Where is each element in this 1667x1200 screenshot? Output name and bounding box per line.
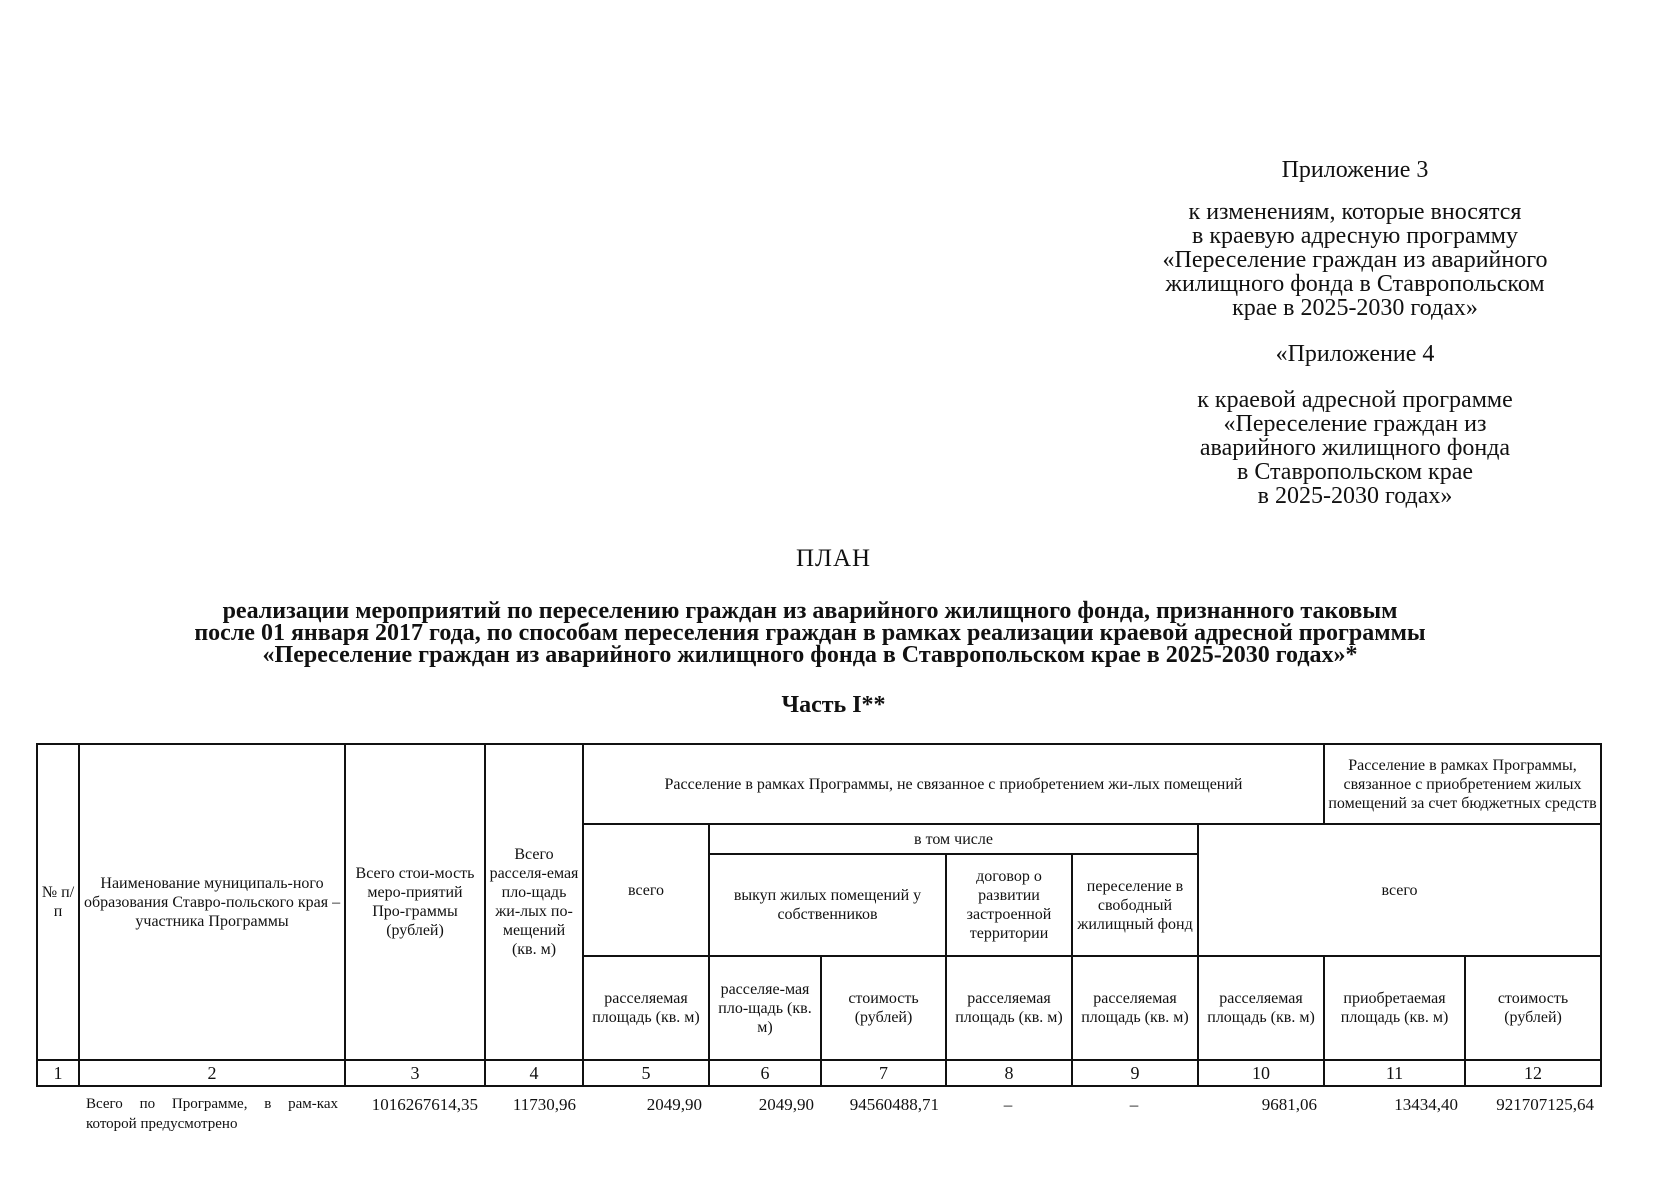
row-num (36, 1092, 78, 1136)
column-number: 9 (1072, 1060, 1198, 1086)
appendix-text-line: «Переселение граждан из аварийного (1162, 247, 1548, 273)
column-number: 2 (79, 1060, 345, 1086)
header-num: № п/п (37, 744, 79, 1060)
plan-subtitle-line: реализации мероприятий по переселению граждан из аварийного жилищного фонда, признанного таковым (222, 598, 1398, 624)
row-c11: 13434,40 (1394, 1095, 1458, 1114)
header-group-purchase: Расселение в рамках Программы, связанное с приобретением жилых помещений за счет бюджетных средств (1324, 744, 1601, 824)
header-c9: расселяемая площадь (кв. м) (1072, 956, 1198, 1060)
row-total-area: 11730,96 (512, 1095, 576, 1114)
header-free-fund: переселение в свободный жилищный фонд (1072, 854, 1198, 956)
header-c11: приобретаемая площадь (кв. м) (1324, 956, 1465, 1060)
header-c8: расселяемая площадь (кв. м) (946, 956, 1072, 1060)
row-name: Всего по Программе, в рам-ках которой предусмотрено (86, 1096, 338, 1132)
column-number: 5 (583, 1060, 709, 1086)
row-c7: 94560488,71 (849, 1095, 939, 1114)
appendix-text-line: к изменениям, которые вносятся (1188, 199, 1522, 225)
header-group-no-purchase: Расселение в рамках Программы, не связанное с приобретением жи-лых помещений (583, 744, 1324, 824)
header-total-area: Всего расселя-емая пло-щадь жи-лых по-мещений (кв. м) (485, 744, 583, 1060)
header-municipality: Наименование муниципаль-ного образования Ставро-польского края – участника Программы (79, 744, 345, 1060)
header-c7: стоимость (рублей) (821, 956, 946, 1060)
column-number: 6 (709, 1060, 821, 1086)
appendix-sub-text-line: в 2025-2030 годах» (1257, 483, 1453, 509)
column-number: 12 (1465, 1060, 1601, 1086)
row-c10: 9681,06 (1261, 1095, 1317, 1114)
header-development: договор о развитии застроенной территории (946, 854, 1072, 956)
column-number: 7 (821, 1060, 946, 1086)
header-c12: стоимость (рублей) (1465, 956, 1601, 1060)
header-buyout: выкуп жилых помещений у собственников (709, 854, 946, 956)
header-total-purchase: всего (1198, 824, 1601, 956)
column-number: 3 (345, 1060, 485, 1086)
column-number: 11 (1324, 1060, 1465, 1086)
plan-table-header (36, 743, 1602, 1087)
header-total: всего (583, 824, 709, 956)
column-number: 4 (485, 1060, 583, 1086)
plan-table-body (36, 1092, 1600, 1136)
appendix-text-line: жилищного фонда в Ставропольском (1165, 271, 1545, 297)
header-total-cost: Всего стои-мость меро-приятий Про-граммы (рублей) (345, 744, 485, 1060)
header-c5: расселяемая площадь (кв. м) (583, 956, 709, 1060)
plan-subtitle-line: «Переселение граждан из аварийного жилищного фонда в Ставропольском крае в 2025-2030 годах»* (262, 642, 1358, 668)
appendix-text-line: крае в 2025-2030 годах» (1232, 295, 1478, 321)
header-c10: расселяемая площадь (кв. м) (1198, 956, 1324, 1060)
column-number: 1 (37, 1060, 79, 1086)
header-c6: расселяе-мая пло-щадь (кв. м) (709, 956, 821, 1060)
row-c6: 2049,90 (758, 1095, 814, 1114)
appendix-block (1120, 158, 1590, 508)
appendix-title: Приложение 3 (1281, 157, 1429, 183)
appendix-sub-text-line: аварийного жилищного фонда (1199, 435, 1511, 461)
appendix-sub-title: «Приложение 4 (1275, 341, 1435, 367)
appendix-sub-text-line: к краевой адресной программе (1197, 387, 1513, 413)
plan-subtitle-line: после 01 января 2017 года, по способам переселения граждан в рамках реализации краевой адресной программы (194, 620, 1426, 646)
appendix-sub-text-line: в Ставропольском крае (1236, 459, 1474, 485)
header-including: в том числе (709, 824, 1198, 854)
column-number: 10 (1198, 1060, 1324, 1086)
row-c9: – (1129, 1095, 1139, 1114)
appendix-sub-text-line: «Переселение граждан из (1223, 411, 1487, 437)
row-c5: 2049,90 (646, 1095, 702, 1114)
row-total-cost: 1016267614,35 (371, 1095, 478, 1114)
table-row (36, 1092, 1600, 1136)
row-c8: – (1003, 1095, 1013, 1114)
row-c12: 921707125,64 (1496, 1095, 1594, 1114)
appendix-text-line: в краевую адресную программу (1192, 223, 1518, 249)
plan-subtitle (80, 600, 1540, 666)
plan-title: ПЛАН (795, 545, 872, 572)
column-number: 8 (946, 1060, 1072, 1086)
part-title: Часть I** (781, 692, 886, 718)
